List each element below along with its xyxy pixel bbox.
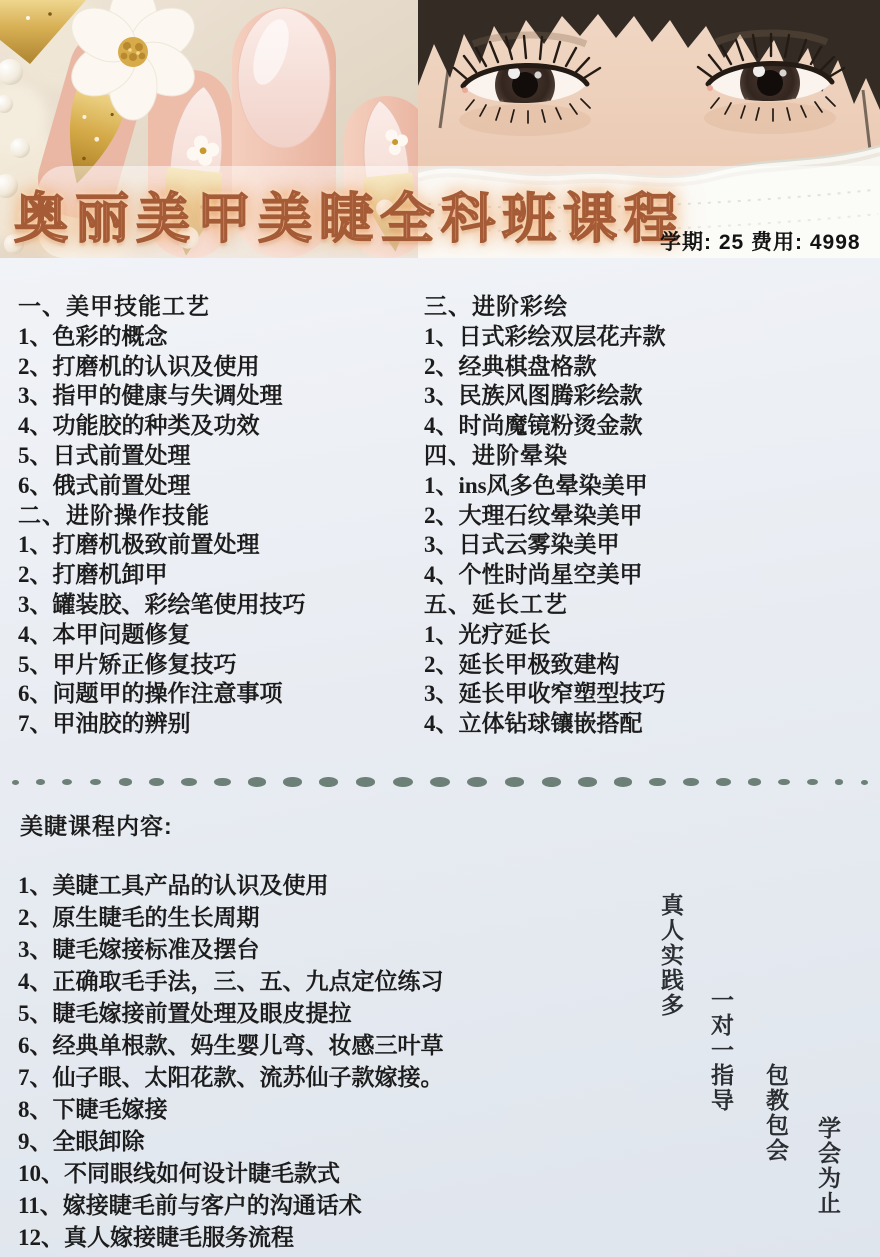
lash-course-item: 6、经典单根款、妈生婴儿弯、妆感三叶草 — [18, 1033, 444, 1058]
slogan-vertical: 学会为止 — [815, 1116, 840, 1216]
course-item: 2、经典棋盘格款 — [424, 353, 597, 379]
lash-course-list — [18, 870, 658, 1254]
lash-course-item: 1、美睫工具产品的认识及使用 — [18, 873, 329, 898]
course-item: 5、甲片矫正修复技巧 — [18, 651, 237, 677]
course-item: 4、个性时尚星空美甲 — [424, 562, 643, 588]
nail-course-right-column — [424, 292, 880, 739]
lash-course-item: 11、嫁接睫毛前与客户的沟通话术 — [18, 1193, 362, 1218]
course-item: 3、民族风图腾彩绘款 — [424, 383, 643, 409]
course-item: 1、光疗延长 — [424, 621, 551, 647]
course-item: 1、色彩的概念 — [18, 323, 168, 349]
term-fee-text: 学期: 25 费用: 4998 — [660, 231, 861, 254]
lash-course-item: 2、原生睫毛的生长周期 — [18, 905, 260, 930]
course-item: 4、本甲问题修复 — [18, 621, 191, 647]
course-section-header: 四、进阶晕染 — [424, 441, 568, 468]
course-item: 4、时尚魔镜粉烫金款 — [424, 413, 643, 439]
course-section-header: 一、美甲技能工艺 — [18, 293, 210, 319]
course-item: 4、功能胶的种类及功效 — [18, 413, 260, 439]
slogan-vertical: 一对一指导 — [708, 988, 733, 1113]
course-item: 4、立体钻球镶嵌搭配 — [424, 711, 643, 737]
course-item: 7、甲油胶的辨别 — [18, 711, 191, 737]
course-section-header: 二、进阶操作技能 — [18, 501, 210, 528]
lash-course-item: 7、仙子眼、太阳花款、流苏仙子款嫁接。 — [18, 1065, 444, 1090]
course-section-header: 三、进阶彩绘 — [424, 293, 568, 319]
course-section-header: 五、延长工艺 — [424, 590, 568, 617]
poster-body — [0, 258, 880, 1257]
course-item: 3、罐装胶、彩绘笔使用技巧 — [18, 591, 306, 617]
course-item: 3、日式云雾染美甲 — [424, 532, 620, 558]
course-item: 3、指甲的健康与失调处理 — [18, 383, 283, 409]
slogan-vertical: 包教包会 — [763, 1063, 788, 1163]
course-item: 2、大理石纹晕染美甲 — [424, 502, 643, 528]
course-item: 2、打磨机卸甲 — [18, 562, 168, 588]
lash-course-item: 12、真人嫁接睫毛服务流程 — [18, 1225, 294, 1250]
course-item: 2、打磨机的认识及使用 — [18, 353, 260, 379]
lash-course-item: 4、正确取毛手法，三、五、九点定位练习 — [18, 969, 444, 994]
lash-course-heading: 美睫课程内容: — [20, 813, 173, 839]
poster-title: 奥丽美甲美睫全科班课程 — [14, 189, 685, 249]
course-item: 6、俄式前置处理 — [18, 472, 191, 498]
banner — [0, 0, 880, 258]
lash-course-item: 10、不同眼线如何设计睫毛款式 — [18, 1161, 340, 1186]
lash-course-item: 3、睫毛嫁接标准及摆台 — [18, 937, 260, 962]
dotted-divider — [12, 775, 868, 789]
lash-course-item: 9、全眼卸除 — [18, 1129, 145, 1154]
nail-course-left-column — [18, 292, 420, 739]
course-item: 3、延长甲收窄塑型技巧 — [424, 681, 666, 707]
lash-course-item: 8、下睫毛嫁接 — [18, 1097, 168, 1122]
course-item: 1、打磨机极致前置处理 — [18, 532, 260, 558]
course-item: 1、日式彩绘双层花卉款 — [424, 323, 666, 349]
course-item: 1、ins风多色晕染美甲 — [424, 472, 648, 498]
slogan-vertical: 真人实践多 — [658, 893, 683, 1018]
course-item: 6、问题甲的操作注意事项 — [18, 681, 283, 707]
lash-course-item: 5、睫毛嫁接前置处理及眼皮提拉 — [18, 1001, 352, 1026]
course-item: 5、日式前置处理 — [18, 442, 191, 468]
course-item: 2、延长甲极致建构 — [424, 651, 620, 677]
